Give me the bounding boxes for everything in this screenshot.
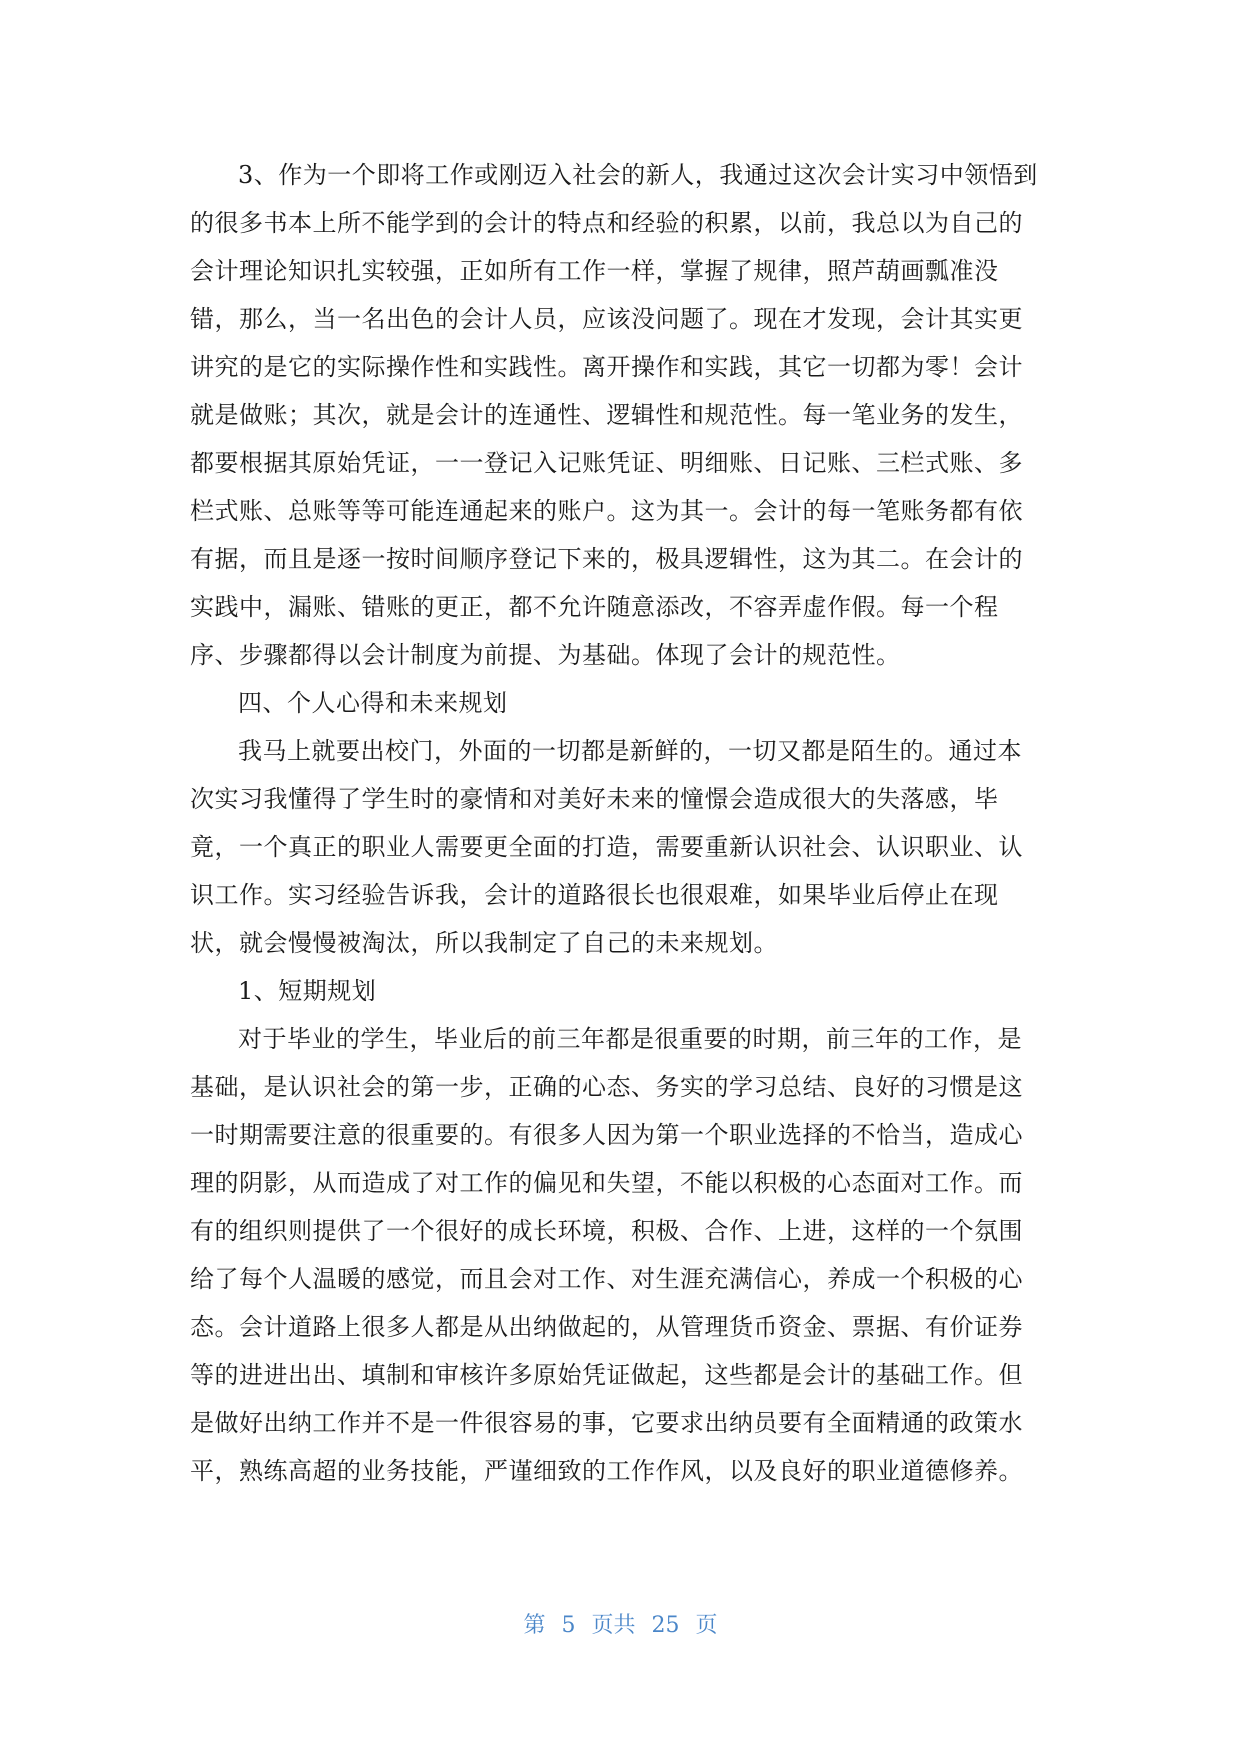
- paragraph-line: 态。会计道路上很多人都是从出纳做起的，从管理货币资金、票据、有价证券: [190, 1313, 1023, 1341]
- paragraph-line: 我马上就要出校门，外面的一切都是新鲜的，一切又都是陌生的。通过本: [238, 737, 1022, 765]
- footer-suffix: 页: [695, 1613, 718, 1638]
- paragraph-line: 讲究的是它的实际操作性和实践性。离开操作和实践，其它一切都为零！会计: [190, 353, 1023, 381]
- paragraph-line: 会计理论知识扎实较强，正如所有工作一样，掌握了规律，照芦葫画瓢准没: [190, 257, 999, 285]
- section-heading: 四、个人心得和未来规划: [238, 689, 508, 717]
- paragraph-line: 识工作。实习经验告诉我，会计的道路很长也很艰难，如果毕业后停止在现: [190, 881, 999, 909]
- paragraph-line: 次实习我懂得了学生时的豪情和对美好未来的憧憬会造成很大的失落感，毕: [190, 785, 999, 813]
- footer-middle: 页共: [591, 1613, 636, 1638]
- paragraph-line: 实践中，漏账、错账的更正，都不允许随意添改，不容弄虚作假。每一个程: [190, 593, 999, 621]
- subsection-heading: 1、短期规划: [238, 977, 377, 1005]
- paragraph-line: 3、作为一个即将工作或刚迈入社会的新人，我通过这次会计实习中领悟到: [238, 161, 1038, 189]
- footer-prefix: 第: [523, 1613, 546, 1638]
- paragraph-line: 等的进进出出、填制和审核许多原始凭证做起，这些都是会计的基础工作。但: [190, 1361, 1023, 1389]
- paragraph-line: 是做好出纳工作并不是一件很容易的事，它要求出纳员要有全面精通的政策水: [190, 1409, 1023, 1437]
- paragraph-line: 的很多书本上所不能学到的会计的特点和经验的积累，以前，我总以为自己的: [190, 209, 1023, 237]
- paragraph-line: 竟，一个真正的职业人需要更全面的打造，需要重新认识社会、认识职业、认: [190, 833, 1023, 861]
- paragraph-line: 平，熟练高超的业务技能，严谨细致的工作作风，以及良好的职业道德修养。: [190, 1457, 1023, 1485]
- page-footer: [0, 1608, 1241, 1639]
- paragraph-line: 状，就会慢慢被淘汰，所以我制定了自己的未来规划。: [190, 929, 778, 957]
- paragraph-line: 给了每个人温暖的感觉，而且会对工作、对生涯充满信心，养成一个积极的心: [190, 1265, 1023, 1293]
- paragraph-line: 都要根据其原始凭证，一一登记入记账凭证、明细账、日记账、三栏式账、多: [190, 449, 1023, 477]
- paragraph-line: 有的组织则提供了一个很好的成长环境，积极、合作、上进，这样的一个氛围: [190, 1217, 1023, 1245]
- paragraph-line: 就是做账；其次，就是会计的连通性、逻辑性和规范性。每一笔业务的发生，: [190, 401, 1023, 429]
- current-page-number: 5: [561, 1613, 576, 1638]
- paragraph-line: 有据，而且是逐一按时间顺序登记下来的，极具逻辑性，这为其二。在会计的: [190, 545, 1023, 573]
- paragraph-line: 理的阴影，从而造成了对工作的偏见和失望，不能以积极的心态面对工作。而: [190, 1169, 1023, 1197]
- paragraph-line: 错，那么，当一名出色的会计人员，应该没问题了。现在才发现，会计其实更: [190, 305, 1023, 333]
- paragraph-line: 序、步骤都得以会计制度为前提、为基础。体现了会计的规范性。: [190, 641, 901, 669]
- paragraph-line: 栏式账、总账等等可能连通起来的账户。这为其一。会计的每一笔账务都有依: [190, 497, 1023, 525]
- total-page-count: 25: [651, 1613, 680, 1638]
- paragraph-line: 基础，是认识社会的第一步，正确的心态、务实的学习总结、良好的习惯是这: [190, 1073, 1023, 1101]
- paragraph-line: 一时期需要注意的很重要的。有很多人因为第一个职业选择的不恰当，造成心: [190, 1121, 1023, 1149]
- paragraph-line: 对于毕业的学生，毕业后的前三年都是很重要的时期，前三年的工作，是: [238, 1025, 1022, 1053]
